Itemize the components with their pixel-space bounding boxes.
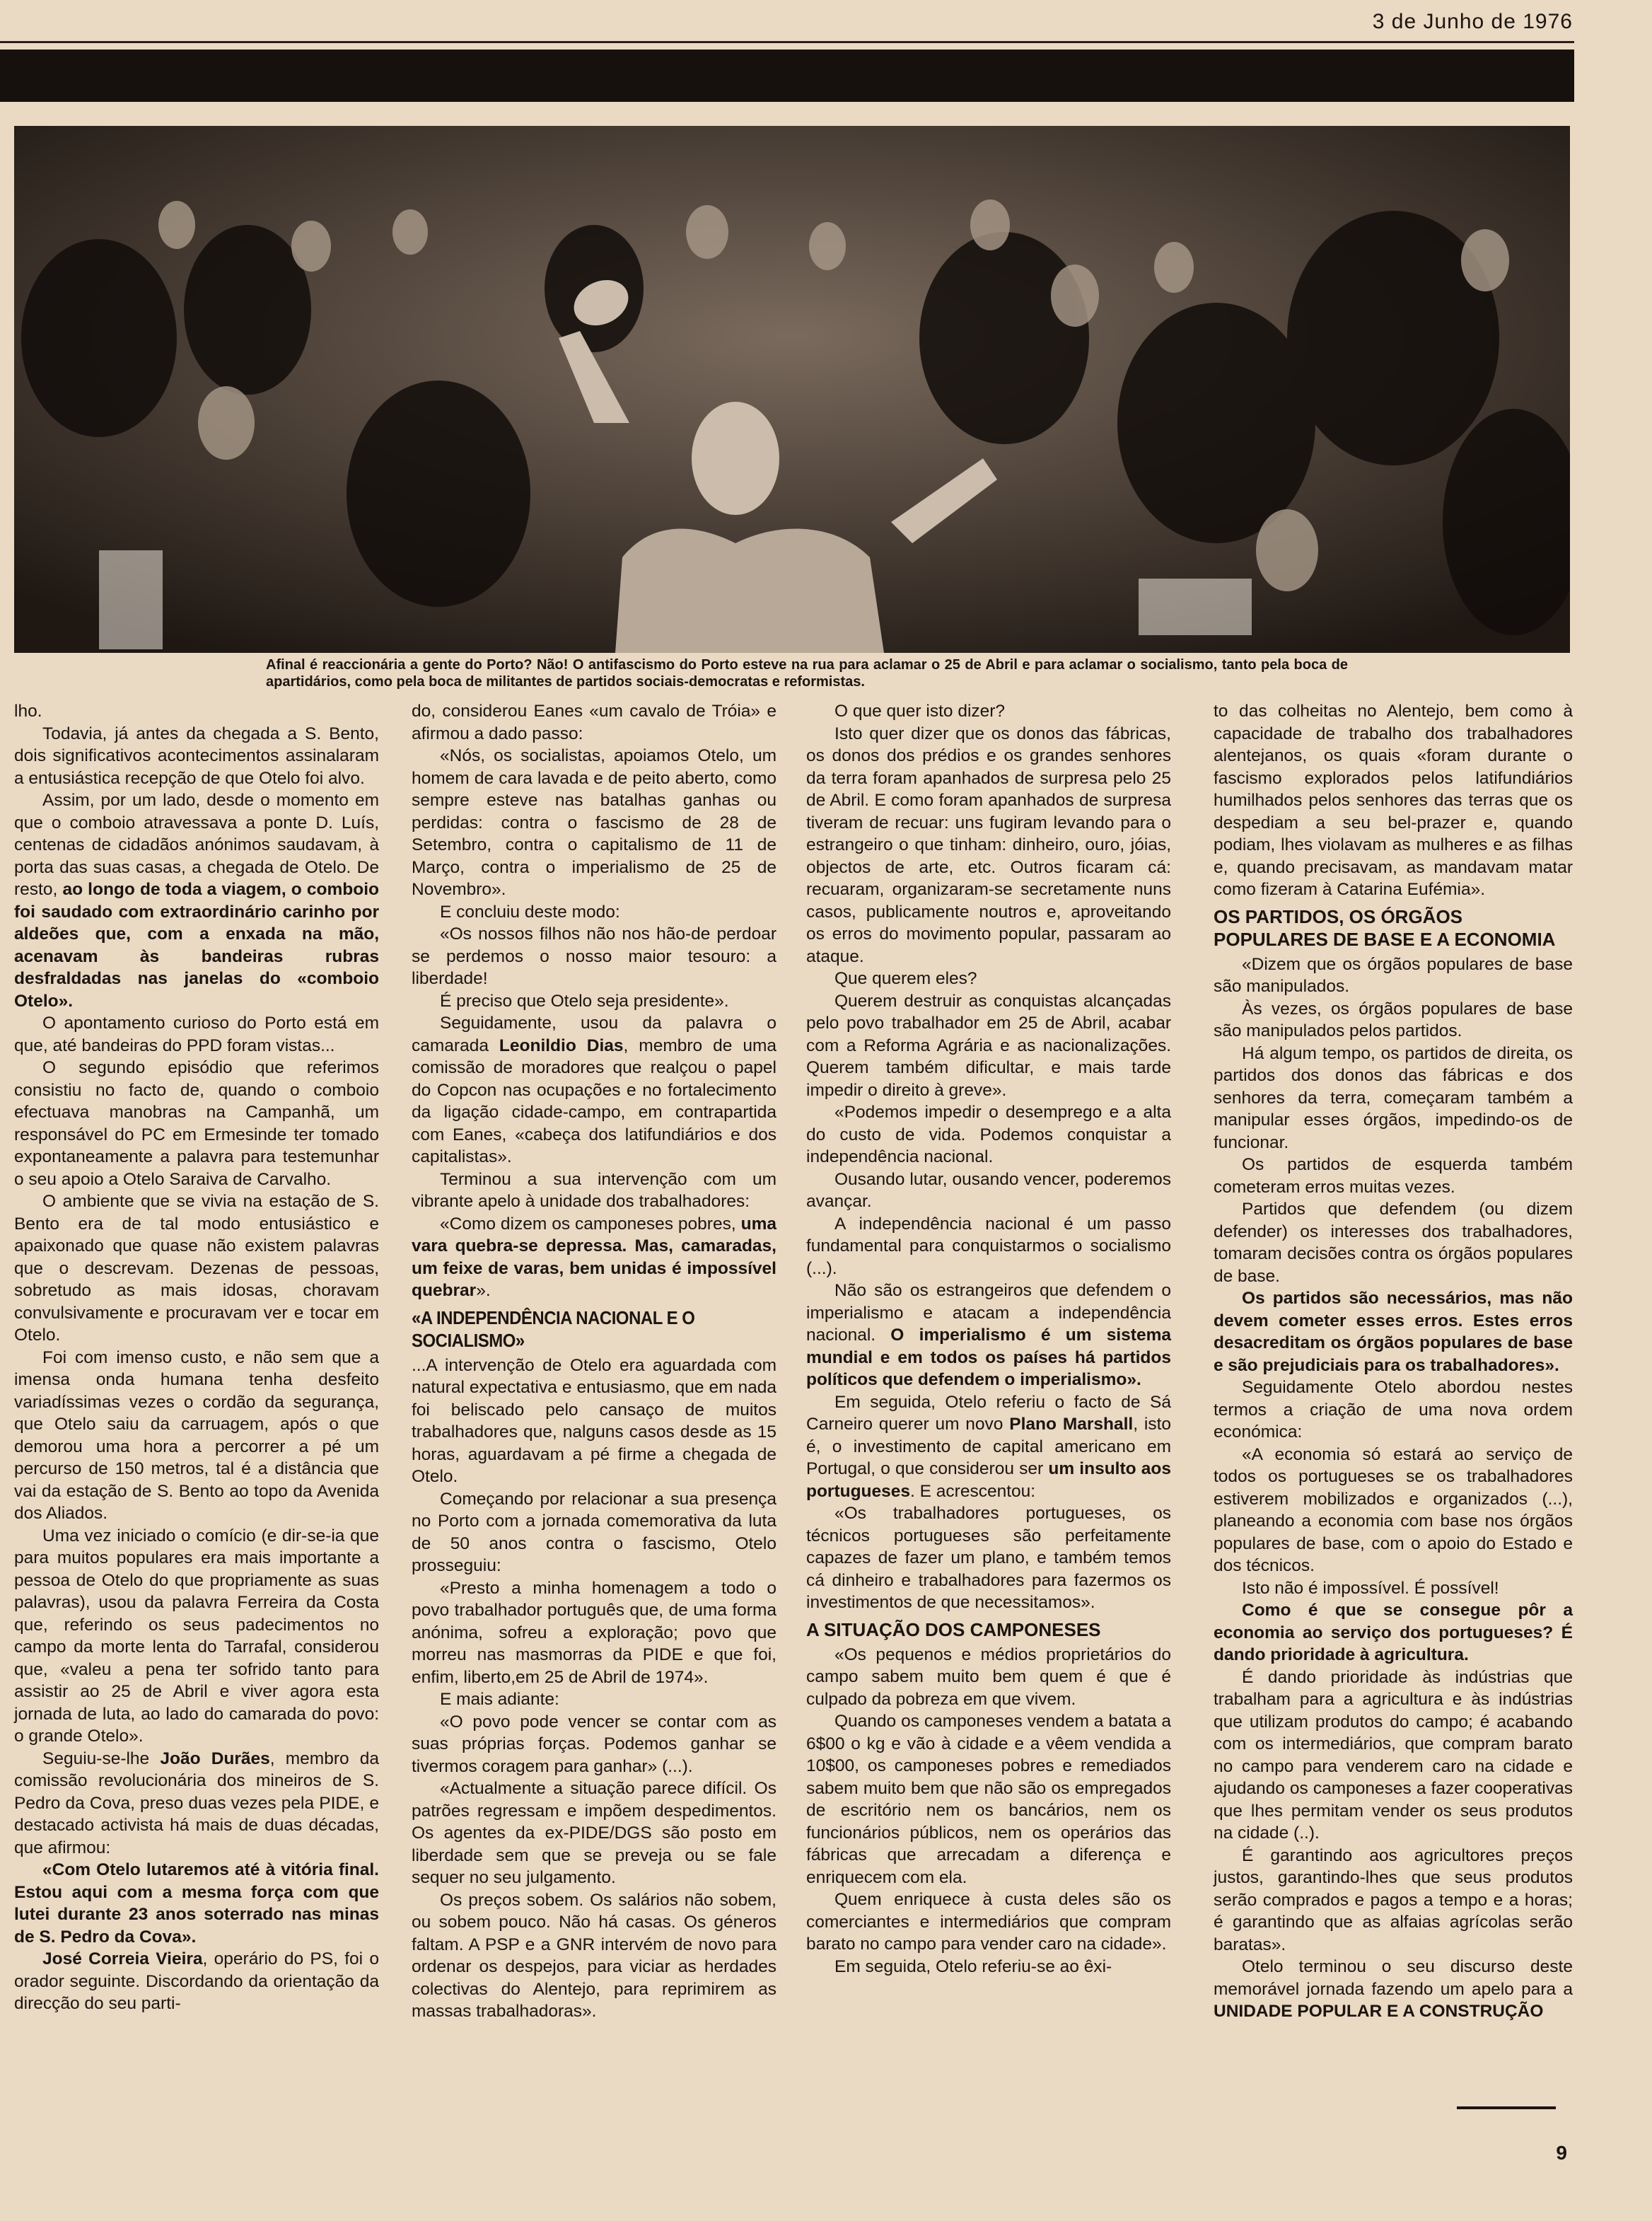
paragraph: [14, 1948, 379, 2015]
paragraph: Isto não é impossível. É possível!: [1242, 1578, 1499, 1598]
bold-text-run: Plano Marshall: [1009, 1415, 1134, 1434]
section-heading: A SITUAÇÃO DOS CAMPONESES: [806, 1618, 1101, 1640]
paragraph: O que quer isto dizer?: [834, 702, 1006, 721]
paragraph: O apontamento curioso do Porto está em que, até bandeiras do PPD foram vistas...: [14, 1014, 379, 1055]
paragraph: ...A intervenção de Otelo era aguardada com natural expectativa e entusiasmo, que em nada foi beliscado pelo cansaço de muitos trabalhadores que, nalguns casos desde as 15 horas, aguardavam a pé firme a chegada de Otelo.: [412, 1355, 776, 1486]
text-run: «Como dizem os camponeses pobres,: [440, 1214, 736, 1234]
paragraph: «Os nossos filhos não nos hão-de perdoar se perdemos o nosso maior tesouro: a liberdade!: [412, 924, 776, 988]
paragraph: do, considerou Eanes «um cavalo de Tróia» e afirmou a dado passo:: [412, 702, 776, 743]
bold-text-run: O imperialismo é um sistema mundial e em todos os países há partidos políticos que defendem o imperialismo».: [806, 1326, 1171, 1389]
crowd-photo-image: [14, 126, 1570, 653]
paragraph: Quando os camponeses vendem a batata a 6$00 o kg e vão à cidade e a vêem vendida a 10$00, os camponeses pobres e remediados sabem muito bem que não são os empregados de escritório nem os bancários, nem os funcionários públicos, nem os operários das fábricas que arrecadam a diferença e enriquecem com ela.: [806, 1712, 1171, 1887]
text-run: Assim, por um lado, desde o momento em que o comboio atravessava a ponte D. Luís, centenas de cidadãos anónimos saudavam, à porta das suas casas, a chegada de Otelo. De resto,: [14, 791, 379, 899]
paragraph: Em seguida, Otelo referiu-se ao êxi-: [834, 1956, 1112, 1976]
text-run: , operário do PS, foi o orador seguinte. Discordando da orientação da direcção do seu parti-: [14, 1949, 379, 2013]
paragraph: Seguidamente Otelo abordou nestes termos a criação de uma nova ordem económica:: [1214, 1378, 1573, 1442]
paragraph: [806, 1391, 1171, 1503]
paragraph: Ousando lutar, ousando vencer, poderemos avançar.: [806, 1169, 1171, 1211]
text-run: Seguidamente, usou da palavra o camarada: [412, 1014, 776, 1055]
paragraph: «Dizem que os órgãos populares de base são manipulados.: [1214, 954, 1573, 996]
article-column-4: [1214, 700, 1573, 2023]
text-run: ».: [476, 1281, 491, 1300]
text-run: , membro da comissão revolucionária dos mineiros de S. Pedro da Cova, preso duas vezes pela PIDE, e destacado activista há mais de duas décadas, que afirmou:: [14, 1749, 380, 1857]
crowd-photo: [14, 126, 1570, 653]
paragraph: «Nós, os socialistas, apoiamos Otelo, um homem de cara lavada e de peito aberto, como sempre esteve nas batalhas ganhas ou perdidas: contra o fascismo de 28 de Setembro, contra o capitalismo de 11 de Março, contra o imperialismo de 25 de Novembro».: [412, 746, 776, 899]
speaker-name: Leonildio Dias: [499, 1036, 624, 1055]
paragraph: O segundo episódio que referimos consistiu no facto de, quando o comboio efectuava manobras na Campanhã, um responsável do PC em Ermesinde ter tomado expontaneamente a palavra para testemunhar o seu apoio a Otelo Saraiva de Carvalho.: [14, 1058, 379, 1189]
paragraph: Partidos que defendem (ou dizem defender) os interesses dos trabalhadores, tomaram decisões contra os órgãos populares de base.: [1214, 1200, 1573, 1286]
section-heading: OS PARTIDOS, OS ÓRGÃOS POPULARES DE BASE E A ECONOMIA: [1214, 905, 1556, 950]
paragraph: lho.: [14, 702, 42, 721]
paragraph: Às vezes, os órgãos populares de base são manipulados pelos partidos.: [1214, 999, 1573, 1040]
end-rule: [1457, 2106, 1556, 2109]
paragraph: Que querem eles?: [834, 969, 977, 988]
paragraph: O ambiente que se vivia na estação de S. Bento era de tal modo entusiástico e apaixonado que quase não existem palavras que o descrevam. Dezenas de pessoas, sobretudo as mais idosas, choravam convulsivamente e procuravam ver e tocar em Otelo.: [14, 1192, 379, 1345]
paragraph: Há algum tempo, os partidos de direita, os partidos dos donos das fábricas e dos senhores da terra, começaram também a manipular esses órgãos, impedindo-os de funcionar.: [1214, 1043, 1573, 1152]
paragraph: Todavia, já antes da chegada a S. Bento, dois significativos acontecimentos assinalaram a entusiástica recepção de que Otelo foi alvo.: [14, 724, 379, 788]
bold-text-run: UNIDADE POPULAR E A CONSTRUÇÃO: [1214, 2002, 1544, 2021]
text-run: Otelo terminou o seu discurso deste memorável jornada fazendo um apelo para a: [1214, 1957, 1573, 1999]
paragraph: «A economia só estará ao serviço de todos os portugueses se os trabalhadores estiverem mobilizados e organizados (...), planeando a economia com base nos órgãos populares de base, com o apoio do Estado e dos técnicos.: [1214, 1444, 1573, 1575]
paragraph: E concluiu deste modo:: [440, 902, 620, 922]
paragraph: É preciso que Otelo seja presidente».: [440, 991, 729, 1011]
paragraph: [412, 1213, 776, 1302]
paragraph: «Os pequenos e médios proprietários do campo sabem muito bem quem é que é culpado da pobreza em que vivem.: [806, 1645, 1171, 1709]
speaker-name: José Correia Vieira: [42, 1949, 203, 1968]
text-run: Não são os estrangeiros que defendem o imperialismo e atacam a independência nacional.: [806, 1281, 1171, 1345]
article-column-2: [412, 700, 776, 2023]
paragraph: to das colheitas no Alentejo, bem como à capacidade de trabalho dos trabalhadores alentejanos, os quais «foram durante o fascismo explorados pelos latifundiários humilhados pelos senhores das terras que os despediam a seu bel-prazer e, quando podiam, lhes violavam as mulheres e as filhas e, quando precisavam, as mandavam matar como fizeram à Catarina Eufémia».: [1214, 702, 1573, 899]
text-run: , isto é, o investimento de capital americano em Portugal, o que considerou ser: [806, 1415, 1171, 1478]
paragraph: [14, 1748, 379, 1860]
paragraph: «Podemos impedir o desemprego e a alta do custo de vida. Podemos conquistar a independência nacional.: [806, 1103, 1171, 1166]
header-rule: [0, 41, 1574, 43]
paragraph: [1214, 1956, 1573, 2023]
paragraph: Querem destruir as conquistas alcançadas pelo povo trabalhador em 25 de Abril, acabar com a Reforma Agrária e as nacionalizações. Querem também dificultar, e mais tarde impedir o direito à greve».: [806, 991, 1171, 1100]
paragraph: Quem enriquece à custa deles são os comerciantes e intermediários que compram barato no campo para vender caro na cidade».: [806, 1890, 1171, 1954]
bold-text-run: ao longo de toda a viagem, o comboio foi saudado com extraordinário carinho por aldeões que, com a enxada na mão, acenavam às bandeiras rubras desfraldadas nas janelas do «comboio Otelo».: [14, 880, 379, 1011]
speaker-name: João Durães: [160, 1749, 270, 1768]
photo-caption: Afinal é reaccionária a gente do Porto? Não! O antifascismo do Porto esteve na rua para aclamar o 25 de Abril e para aclamar o socialismo, tanto pela boca de apartidários, como pela boca de militantes de partidos sociais-democratas e reformistas.: [266, 657, 1348, 690]
paragraph: Os partidos são necessários, mas não devem cometer esses erros. Estes erros desacreditam os órgãos populares de base e são prejudiciais para os trabalhadores».: [1214, 1289, 1573, 1375]
paragraph: Isto quer dizer que os donos das fábricas, os donos dos prédios e os grandes senhores da terra foram apanhados de surpresa pelo 25 de Abril. E como foram apanhados de surpresa tiveram de recuar: uns fugiram levando para o estrangeiro o que tinham: dinheiro, ouro, jóias, objectos de arte, etc. Outros ficaram cá: recuaram, organizaram-se secretamente nuns casos, publicamente noutros e, aproveitando os erros do movimento popular, passaram ao ataque.: [806, 724, 1171, 966]
paragraph: «Presto a minha homenagem a todo o povo trabalhador português que, de uma forma anónima, sofreu a exploração; povo que morreu nas masmorras da PIDE e que foi, enfim, liberto,em 25 de Abril de 1974».: [412, 1578, 776, 1687]
paragraph: Uma vez iniciado o comício (e dir-se-ia que para muitos populares era mais importante a pessoa de Otelo do que propriamente as suas palavras), usou da palavra Ferreira da Costa que, referindo os seus padecimentos no campo da morte lenta do Tarrafal, considerou que, «valeu a pena ter sofrido tanto para assistir ao 25 de Abril e viver agora esta jornada de luta, ao lado do camarada do povo: o grande Otelo».: [14, 1526, 379, 1746]
text-run: , membro de uma comissão de moradores que realçou o papel do Copcon nas ocupações e no fortalecimento da ligação cidade-campo, em contrapartida com Eanes, «cabeça dos latifundiários e dos capitalistas».: [412, 1036, 776, 1166]
article-column-1: [14, 700, 379, 2015]
issue-date: 3 de Junho de 1976: [1372, 10, 1573, 33]
paragraph: Foi com imenso custo, e não sem que a imensa onda humana tenha desfeito variadíssimas vezes o cordão da segurança, que Otelo saiu da carruagem, após o que demorou uma hora a percorrer a pé um percurso de 150 metros, tal é a distância que vai da estação de S. Bento ao topo da Avenida dos Aliados.: [14, 1347, 379, 1523]
paragraph: [14, 789, 379, 1012]
header-black-band: [0, 50, 1574, 102]
paragraph: E mais adiante:: [440, 1690, 559, 1709]
bold-text-run: um insulto aos portugueses: [806, 1459, 1171, 1501]
text-run: Seguiu-se-lhe: [42, 1749, 150, 1768]
paragraph: Terminou a sua intervenção com um vibrante apelo à unidade dos trabalhadores:: [412, 1169, 776, 1211]
text-run: . E acrescentou:: [910, 1481, 1036, 1501]
paragraph: Os preços sobem. Os salários não sobem, ou sobem pouco. Não há casas. Os géneros faltam. A PSP e a GNR intervém de novo para ordenar os despejos, para viciar as herdades colectivas do Alentejo, para reprimirem as massas trabalhadoras».: [412, 1890, 776, 2021]
paragraph: [806, 1280, 1171, 1391]
paragraph: Como é que se consegue pôr a economia ao serviço dos portugueses? É dando prioridade à agricultura.: [1214, 1601, 1573, 1664]
paragraph: Começando por relacionar a sua presença no Porto com a jornada comemorativa da luta de 50 anos contra o fascismo, Otelo prosseguiu:: [412, 1489, 776, 1575]
paragraph: [412, 1012, 776, 1169]
paragraph: «Actualmente a situação parece difícil. Os patrões regressam e impõem despedimentos. Os agentes da ex-PIDE/DGS são posto em liberdade sem que se preveja ou se fale sequer no seu julgamento.: [412, 1779, 776, 1887]
section-heading: «A INDEPENDÊNCIA NACIONAL E O SOCIALISMO»: [412, 1306, 695, 1351]
paragraph: «O povo pode vencer se contar com as suas próprias forças. Podemos ganhar se tivermos coragem para ganhar» (...).: [412, 1712, 776, 1776]
paragraph: A independência nacional é um passo fundamental para conquistarmos o socialismo (...).: [806, 1214, 1171, 1278]
paragraph: Os partidos de esquerda também cometeram erros muitas vezes.: [1214, 1155, 1573, 1197]
paragraph: «Os trabalhadores portugueses, os técnicos portugueses são perfeitamente capazes de fazer um plano, e também temos cá dinheiro e trabalhadores para fazermos os investimentos de que necessitamos».: [806, 1504, 1171, 1612]
page-number: 9: [1556, 2142, 1567, 2164]
text-run: Em seguida, Otelo referiu o facto de Sá Carneiro querer um novo: [806, 1392, 1171, 1434]
paragraph: É garantindo aos agricultores preços justos, garantindo-lhes que seus produtos serão comprados e pagos a tempo e a horas; é garantindo que as alfaias agrícolas serão baratas».: [1214, 1845, 1573, 1954]
bold-text-run: uma vara quebra-se depressa. Mas, camaradas, um feixe de varas, bem unidas é impossível quebrar: [412, 1214, 776, 1300]
article-column-3: [806, 700, 1171, 1978]
paragraph: É dando prioridade às indústrias que trabalham para a agricultura e às indústrias que utilizam produtos do campo; é acabando com os intermediários, que compram barato no campo para venderem caro na cidade e ajudando os camponeses a fazer cooperativas que lhes permitam vender os seus produtos na cidade (..).: [1214, 1667, 1573, 1843]
paragraph: «Com Otelo lutaremos até à vitória final. Estou aqui com a mesma força com que lutei durante 23 anos soterrado nas minas de S. Pedro da Cova».: [14, 1860, 379, 1947]
